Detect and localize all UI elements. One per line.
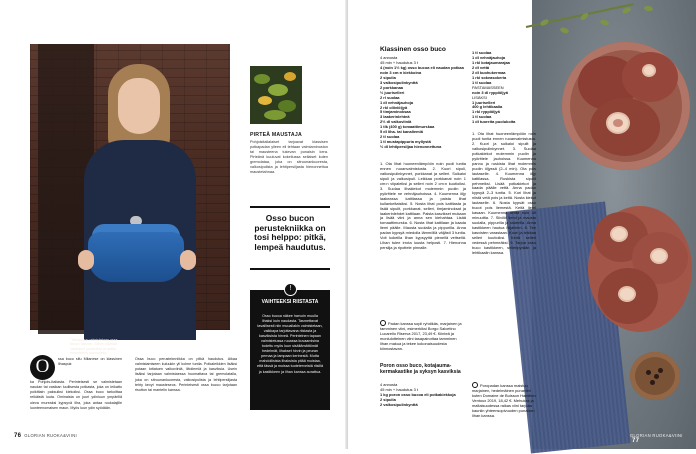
tip-box: [250, 285, 330, 410]
ingredient-line: 1 rkl ryppiöljyä: [472, 109, 500, 115]
intro-column-2: Ossa buco perusteknniikka on pitkä haudutus. Aikaa valmistamiseen kuluukin yli kolme tuntia. Potkaleikkien lisäksi potaan lottatuen valkoviiniä, liitoliemiä ja kasviksia. Usein lisäksi tarjotaan valmistaessa huomattava tai gremolatalla, joka on sitruunankuoresta, valkosipulista ja lehtipersiljasta tehty kevyt mausteseos. Perinteisesti ossa bucco tarjotaan risotton tai mantelin kanssa.: [135, 357, 237, 392]
shank-slice: [622, 52, 678, 102]
left-page: [0, 0, 348, 449]
ingredient-line: 1 dl vehnäjauhoja: [380, 99, 414, 105]
ingredient-line: 2 sipulia: [380, 396, 396, 402]
ingredient-line: 4 annosta: [380, 382, 398, 387]
recipe-2-wine-text: Poropadan kanssa maistuu marjainen, hedelmäinen punaviini kuten Domaine de Buisson Hamilton Ventoux 2019, 18,42 €. Mehukas ja maltaisuudessa raikas viini tarjoaa kauniin yhteensopivuuden punaisen lihan kanssa.: [472, 383, 536, 418]
ingredient-line: 5 timjaminoksaa: [380, 109, 411, 115]
marrow-bone: [642, 64, 656, 77]
ingredient-line: 2 rkl oliiviöljyä: [380, 104, 408, 110]
blue-casserole-pot: [88, 232, 184, 282]
ingredient-line: 1 dl tuoreita puolukoita: [472, 119, 516, 125]
exclamation-icon: !: [284, 283, 297, 296]
tip-text: Osso bucoa näkee harvoin muulla lihaksi kuin naudasta. Tasmettavat tavallisesti niin muuallakin valmistetaan, vaikkapa tarjottavana riistasta ja kasviksista hirveä. Perinteinen tapaan valmistetussa ruoassa kuvaamisina todettu myös luun sisältämättömät hedelmät, lihakset hirvin ja peuran pernaa ja lampaan kerinestä. Mutta mahdollisista lihaksista pitää muistaa, että tässä ja muissa tuoteterveistä riisillä ja kastikkeen ja lihan kanssa aurattua.: [257, 314, 323, 374]
recipe-1-title: Klassinen osso buco: [380, 46, 446, 53]
ingredient-line: 1 rkl kotajaumarajaa: [472, 59, 510, 65]
page-number: 76: [14, 433, 22, 439]
left-hand: [78, 250, 94, 270]
pull-quote-rule-top: [250, 206, 330, 208]
ingredient-line: noin 3 dl ryppiöljyä: [472, 89, 508, 95]
page-number: 77: [632, 438, 640, 444]
marrow: [613, 119, 623, 127]
drop-cap: O: [30, 355, 55, 380]
marrow-bone: [610, 226, 628, 242]
ingredient-line: 2 valkosipulinkynttä: [380, 401, 418, 407]
peppercorn: [658, 368, 663, 373]
ingredient-line: PASTAMASSEEN: [472, 84, 504, 90]
folio-right: [630, 433, 696, 444]
intro-column-1-top: ssa buco sifu Milanese on klassinen lihaspuk: [58, 357, 122, 367]
recipe-1-ingredients-col2: [472, 51, 534, 125]
ingredient-line: 2 dl kuohukermaa: [472, 69, 506, 75]
right-hand: [180, 250, 196, 270]
ingredient-line: ½ juuriselleri: [380, 89, 405, 95]
peppercorn: [646, 370, 651, 375]
tip-title: VAIHTEEKSI RIISTASTA: [261, 299, 319, 305]
ingredient-line: 1 tl suolaa: [472, 50, 492, 55]
ingredient-line: 1 kg poron osso bucoa eli potkakiekkoja: [380, 391, 456, 397]
ingredient-line: 3 valkosipulinkynttä: [380, 79, 418, 85]
ingredient-line: 45 min + haudutus 3 t: [380, 386, 418, 392]
recipe-1-wine-tip: [380, 320, 466, 352]
magazine-name: GLORIAN RUOKA&VIINI: [24, 433, 77, 438]
ingredient-line: 1 tlk (400 g) tomaattimurskaa: [380, 124, 435, 130]
ingredient-line: 4 (noin 1½ kg) osso bucoa eli naudan potkaa noin 3 cm:n kiekkoina: [380, 64, 464, 75]
recipe-2-method: 1. Ota lihat huoneenlämpöön noin puoli tuntia ennen ruoanvalmistusta. 2. Kuori ja suikaloi sipulit ja valkosipulinkynnet. 3. Suolaa potkakiekot molemmin puolin ja pyörittele jauhoissa. Kuumenna pannu ja ruskista lihat molemmin puolin öljyssä (2–4 min). Ota pois lautaselle. 4. Kuumenna öljy kattilassa. Ruskista sipulit pehmeiksi. Lisää potkakiekot ja kaada päälle vettä. Anna padan kypsyä 2–3 tuntia. 5. Kuri lihat ja niistä vetä pois ja keitä. Nosta kiekot lautaselle. 6. Nosta kypsät osso bucot pois liemestä. Keitä liemi kasaan. Kuumenna lientä noin 45 minuuttia. 7. Siivilöi liemi ja mausta suolalla, pippurilla ja sokerilla. Anna kastikkeen hautua hiljalleen. 8. Tee kasvisten varastaan. Kuori ja leikkaa selleri kuutioiksi. Keitä selleri vedessä pehmeäksi. 9. Tarjoa osso buco kastikkeen, selleripyrään ja lehtikaalin kanssa.: [472, 131, 536, 255]
ingredient-line: 2 sipulia: [380, 74, 396, 80]
peppercorn: [654, 374, 659, 379]
recipe-1-wine-text: Padan kanssa sopii ryhdikäs, marjainen ja tamminen viini, esimerkiksi Borgo Salcetino Lucarello Riserva 2017, 23,49 €. Kiinteä ja moniulotteinen viini tasapainottaa tamminen lihan makua ja tekee kokonaisuudesta kiinnostavan.: [380, 321, 462, 351]
pepper-bowl: [630, 352, 680, 400]
ingredient-line: LISÄKSI: [472, 94, 487, 100]
folio-left: [14, 433, 77, 439]
ingredient-line: 400 g lehtikaalia: [472, 104, 503, 110]
ingredient-line: 2 dl vettä: [472, 64, 490, 70]
pull-quote-rule-bottom: [250, 268, 330, 270]
ingredient-line: 2 porkkanaa: [380, 84, 403, 90]
intro-column-1: ka Pohjois-Italiasta. Perinteisesti se valmistetaan naudan tai vasikan luullisesta potkasta, joka on leikattu poikittain paksuiksi kiekoiksi. Ossa buco tarkoittaa reikäistä luuta. Ominaista on juuri ydinluun ympärillä oleva mureaksi kypsyvä liha, joka antaa ruokalajille luonteenomaisen maun. Myös luun ydin syödään.: [30, 380, 122, 410]
right-page: [348, 0, 696, 449]
recipe-2-ingredients: [380, 383, 466, 408]
marrow-bone: [650, 248, 668, 264]
ingredient-line: 1 rkl sokeasokeria: [472, 74, 507, 80]
ingredient-line: 1 dl vehnäjauhoja: [472, 54, 506, 60]
ingredient-line: 45 min + haudutus 3 t: [380, 59, 418, 65]
gremolata-photo: [250, 66, 302, 124]
recipe-2-title: Poron osso buco, kotajauma-kermakastike ja syksyn kasviksia: [380, 363, 461, 375]
ingredient-line: 4 annosta: [380, 55, 398, 60]
sidebar-text: Pohjoisitalialaiset tarjoavat klassisen potkapadan ylleen eli tehtaan valmiaminoston tai mausteena tukevan punaisin kera. Pirteänä kuuluvat kokeilussa sellaiset kuten gremolataa, joka on sitruunankuoresta, valkosipulista ja lehtipersiljasta hienonnettua maustetahnaa.: [250, 140, 328, 174]
peppercorn: [650, 380, 655, 385]
pull-quote: Osso bucon perustekniikka on tosi helppo: pitkä, lempeä haudutus.: [254, 213, 326, 252]
ingredient-line: 5 dl liha- tai kanaliemiä: [380, 129, 423, 135]
recipe-1-method: 1. Ota lihat huoneenlämpöön noin puoli tuntia ennen ruoanvalmistusta. 2. Kuori sipuli, valkosipulinkynnet, porkkanat ja selleri. Suikaloi sipuli ja valkosipuli. Leikkaa porkkanat noin 1 cm:n viipaleiksi ja selleri noin 2 cm:n kuutioiksi. 3. Suolaa lihakiekot molemmin puolin ja pyörittele ne vehnäjauhoissa. 4. Kuumenna öljy laakeassa kattilassa ja paista lihat kullankeltaisiksi. 5. Nosta lihat pois kattilasta ja lisää sipulit, porkkanat, selleri, timjaminoksat ja laakerinlehdet kattilaan. Paista kasvikset mukaan ja lisää viini ja anna sen kiehahtaa. Lisää tomaattimurska. 6. Nosta lihat kattilaan ja kaada liemi päälle. Mausta suolalla ja pippurilla. Anna padan kypsyä miedolla lämmöllä väljästi 3 tuntia. Voit kokeilla lihan kypsyyttä pienellä veitsellä. Lihan tulee irrota luusta helposti. 7. Hienonna persilja ja ripottele pinnalle.: [380, 161, 466, 251]
recipe-1-ingredients-col1: [380, 56, 466, 150]
ingredient-line: 2½ dl valkoviiniä: [380, 119, 412, 125]
marrow-bone: [618, 286, 636, 302]
meat-plate-top: [562, 42, 690, 170]
sidebar-heading: PIRTEÄ MAUSTAJA: [250, 132, 302, 138]
ingredient-line: 1 tl suolaa: [472, 79, 492, 85]
face: [118, 78, 160, 134]
ingredient-line: 3 laakerinlehteä: [380, 114, 410, 120]
meat-plate-bottom: [588, 206, 692, 332]
photo-caption: ”Talvisessa valmistetaan ossa bucco harvoin. Siihen käyttää vasikanni punaviiniä ja lisään mausteena rosmariinia.”: [70, 338, 118, 356]
portrait-photo: [30, 44, 230, 356]
ingredient-line: 2 rl suolaa: [380, 94, 400, 100]
ingredient-line: 1 juuriselleri: [472, 99, 496, 105]
magazine-name: GLORIAN RUOKA&VIINI: [630, 433, 683, 438]
ingredient-line: 1 tl mustapippuria myllystä: [380, 139, 431, 145]
recipe-2-wine-tip: [472, 382, 536, 419]
ingredient-line: ½ dl lehtipersiljaa hienonnettuna: [380, 144, 442, 150]
ingredient-line: 1 tl suolaa: [472, 114, 492, 120]
ingredient-line: 2 tl suolaa: [380, 134, 400, 140]
